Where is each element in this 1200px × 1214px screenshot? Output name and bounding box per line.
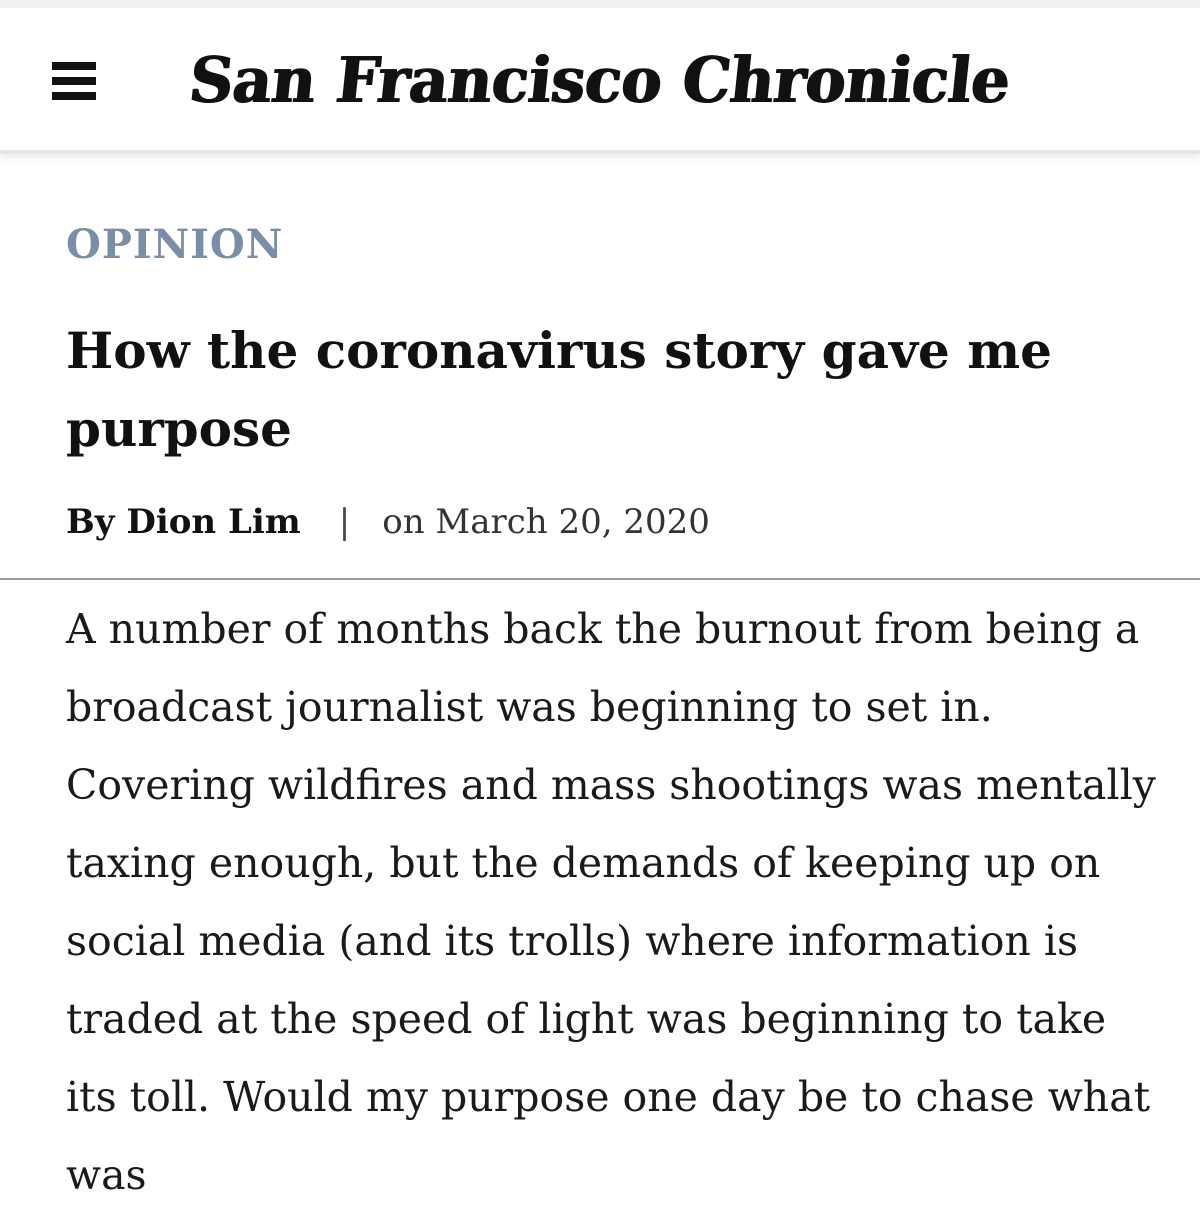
section-label[interactable]: OPINION <box>66 221 284 268</box>
byline-row <box>66 496 710 548</box>
masthead-logo: San Francisco Chronicle <box>186 44 1014 118</box>
author-byline[interactable]: By Dion Lim <box>66 502 301 542</box>
site-header <box>0 8 1200 154</box>
header-divider <box>0 578 1200 580</box>
publish-date: on March 20, 2020 <box>382 502 710 542</box>
top-strip <box>0 0 1200 8</box>
byline-separator: | <box>338 502 351 542</box>
masthead-logo-link[interactable] <box>0 36 1200 126</box>
article-headline: How the coronavirus story gave me purpose <box>66 321 1052 458</box>
article-body-paragraph: A number of months back the burnout from being a broadcast journalist was beginning to set in. Covering wildfires and mass shootings was mentally taxing enough, but the demands of keeping up on social media (and its trolls) where information is traded at the speed of light was beginning to take its toll. Would my purpose one day be to chase what was <box>66 605 1156 1199</box>
